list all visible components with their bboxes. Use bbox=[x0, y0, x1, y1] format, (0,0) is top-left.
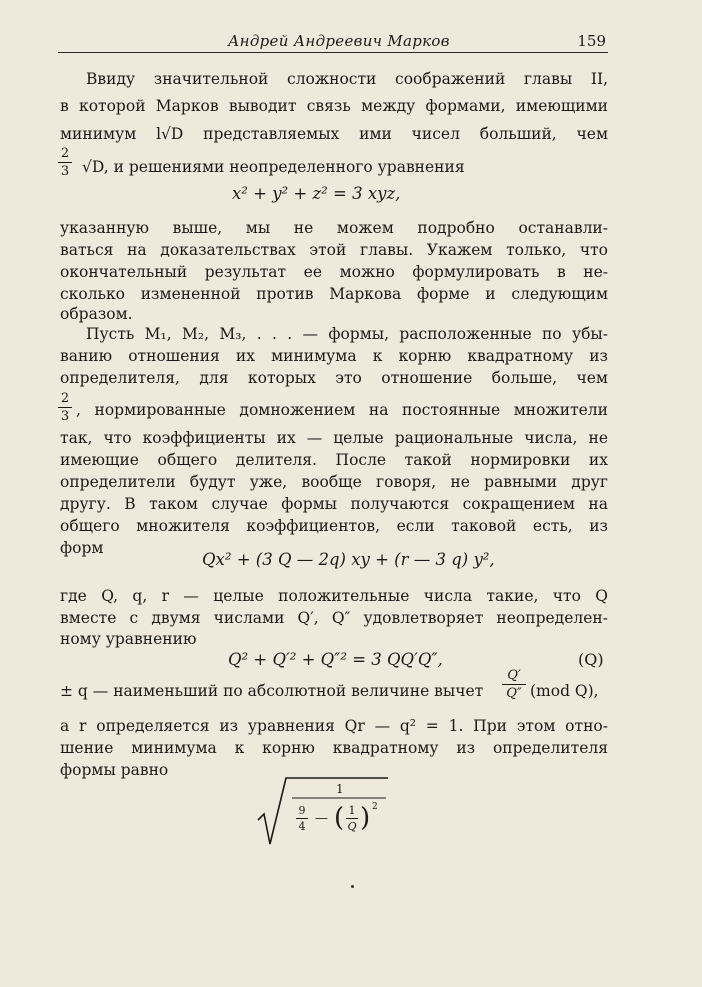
text-line: ному уравнению bbox=[60, 630, 197, 648]
right-paren: ) bbox=[360, 803, 371, 833]
fraction-bar bbox=[346, 818, 358, 819]
text-line: шение минимума к корню квадратному из определителя bbox=[60, 739, 608, 757]
text-line: определителя, для которых это отношение больше, чем bbox=[60, 369, 608, 387]
text-line: ванию отношения их минимума к корню квадратному из bbox=[60, 347, 608, 365]
final-radical bbox=[256, 776, 406, 846]
fraction-denominator: Q″ bbox=[506, 686, 522, 701]
text-line: сколько измененной против Маркова форме и следующим bbox=[60, 285, 608, 303]
equation-q: Q² + Q′² + Q″² = 3 QQ′Q″, bbox=[228, 650, 443, 669]
text-line: Ввиду значительной сложности соображений главы II, bbox=[86, 70, 608, 88]
text-line: определители будут уже, вообще говоря, не равными друг bbox=[60, 473, 608, 491]
fraction-numerator: 9 bbox=[298, 804, 306, 817]
text-line: где Q, q, r — целые положительные числа такие, что Q bbox=[60, 587, 608, 605]
running-title: Андрей Андреевич Марков bbox=[228, 32, 450, 50]
fraction-numerator: Q′ bbox=[507, 668, 521, 683]
fraction-nine-fourths bbox=[296, 804, 308, 833]
radical-numerator: 1 bbox=[336, 782, 344, 796]
fraction-numerator: 2 bbox=[60, 146, 70, 161]
text-line: , нормированные домножением на постоянные множители bbox=[76, 401, 608, 419]
left-paren: ( bbox=[334, 803, 345, 833]
text-line: Пусть M₁, M₂, M₃, . . . — формы, расположенные по убы- bbox=[86, 325, 608, 343]
fraction-numerator: 2 bbox=[60, 391, 70, 406]
fraction-denominator: Q bbox=[347, 820, 357, 833]
print-speck bbox=[351, 885, 354, 888]
minus-sign: — bbox=[315, 811, 328, 826]
fraction-denominator: 3 bbox=[60, 409, 70, 424]
fraction-two-thirds bbox=[58, 391, 72, 424]
text-line: в которой Марков выводит связь между формами, имеющими bbox=[60, 97, 608, 115]
text-line: образом. bbox=[60, 305, 133, 323]
text-line: √D, и решениями неопределенного уравнения bbox=[82, 158, 465, 176]
text-line: общего множителя коэффициентов, если таковой есть, из bbox=[60, 517, 608, 535]
text-line: указанную выше, мы не можем подробно останавли- bbox=[60, 219, 608, 237]
header-rule bbox=[58, 52, 608, 53]
exponent: 2 bbox=[372, 802, 378, 812]
fraction-bar bbox=[502, 684, 526, 685]
text-line: ваться на доказательствах этой главы. Укажем только, что bbox=[60, 241, 608, 259]
text-line: (mod Q), bbox=[530, 682, 599, 700]
text-line: форм bbox=[60, 539, 104, 557]
text-line: ± q — наименьший по абсолютной величине вычет bbox=[60, 682, 484, 700]
running-header bbox=[58, 30, 606, 52]
fraction-numerator: 1 bbox=[348, 804, 356, 817]
radical-sign bbox=[256, 776, 406, 846]
fraction-denominator: 3 bbox=[60, 164, 70, 179]
text-line: так, что коэффициенты их — целые рациональные числа, не bbox=[60, 429, 608, 447]
fraction-denominator: 4 bbox=[298, 820, 306, 833]
text-line: имеющие общего делителя. После такой нормировки их bbox=[60, 451, 608, 469]
text-line: другу. В таком случае формы получаются сокращением на bbox=[60, 495, 608, 513]
text-line: а r определяется из уравнения Qr — q² = 1. При этом отно- bbox=[60, 717, 608, 735]
text-line: формы равно bbox=[60, 761, 169, 779]
fraction-one-over-q bbox=[346, 804, 358, 833]
equation-markov: x² + y² + z² = 3 xyz, bbox=[232, 184, 401, 203]
equation-tag: (Q) bbox=[578, 650, 604, 669]
text-line: вместе с двумя числами Q′, Q″ удовлетворяет неопределен- bbox=[60, 609, 608, 627]
text-line: окончательный результат ее можно формулировать в не- bbox=[60, 263, 608, 281]
fraction-bar bbox=[58, 407, 72, 408]
page-number: 159 bbox=[577, 32, 606, 50]
fraction-bar bbox=[296, 818, 308, 819]
equation-form: Qx² + (3 Q — 2q) xy + (r — 3 q) y², bbox=[202, 550, 495, 569]
fraction-residue bbox=[502, 668, 526, 701]
text-line: минимум l√D представляемых ими чисел больший, чем bbox=[60, 125, 608, 143]
fraction-two-thirds bbox=[58, 146, 72, 179]
fraction-bar bbox=[58, 162, 72, 163]
